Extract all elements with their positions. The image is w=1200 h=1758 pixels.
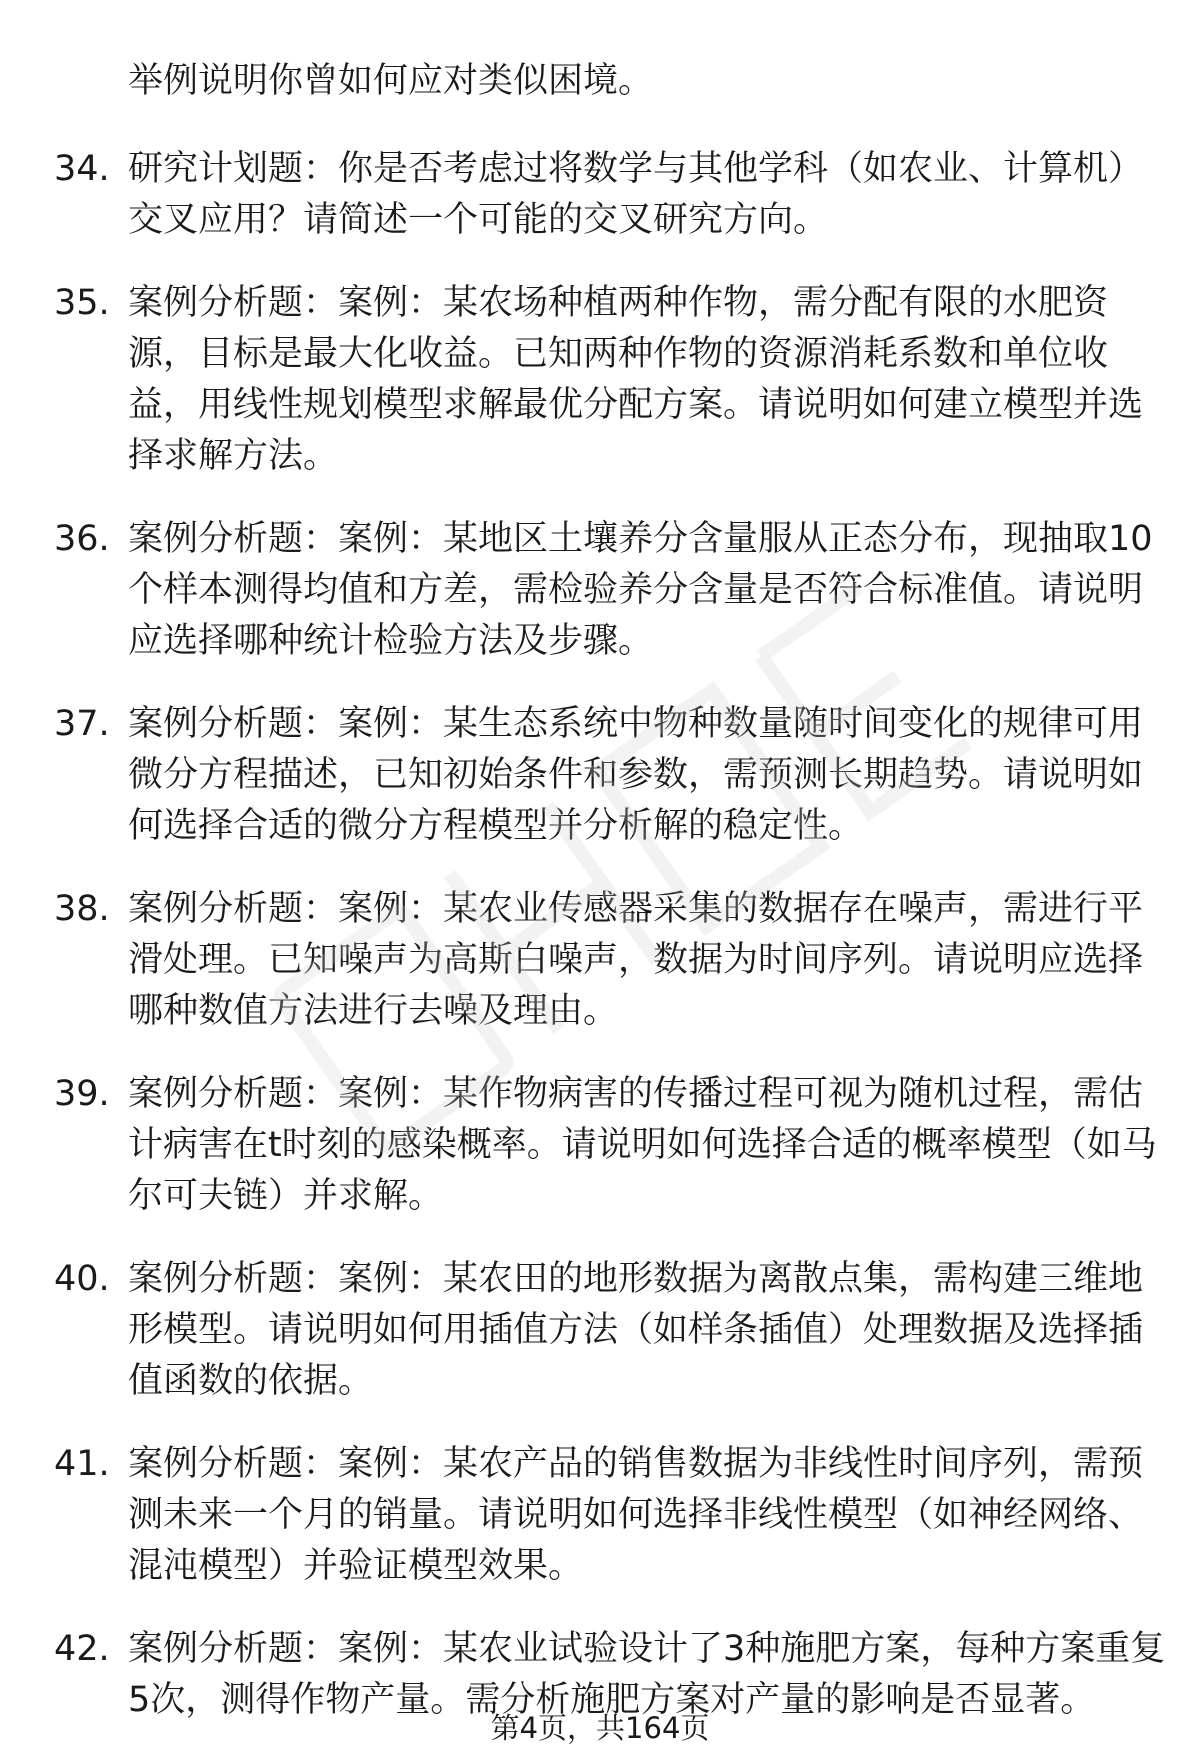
question-text: 案例分析题：案例：某农业传感器采集的数据存在噪声，需进行平滑处理。已知噪声为高斯白噪声，数据为时间序列。请说明应选择哪种数值方法进行去噪及理由。 (128, 889, 1144, 1031)
question-list (0, 144, 1200, 1758)
question-item (0, 144, 1168, 246)
question-text: 案例分析题：案例：某农田的地形数据为离散点集，需构建三维地形模型。请说明如何用插值方法（如样条插值）处理数据及选择插值函数的依据。 (128, 1259, 1144, 1401)
question-text: 案例分析题：案例：某地区土壤养分含量服从正态分布，现抽取10个样本测得均值和方差，需检验养分含量是否符合标准值。请说明应选择哪种统计检验方法及步骤。 (128, 519, 1153, 661)
question-number: 36. (54, 519, 110, 559)
question-text: 案例分析题：案例：某作物病害的传播过程可视为随机过程，需估计病害在t时刻的感染概率。请说明如何选择合适的概率模型（如马尔可夫链）并求解。 (128, 1074, 1157, 1216)
question-item (0, 1254, 1168, 1407)
question-item (0, 1069, 1168, 1222)
question-number: 41. (54, 1444, 110, 1484)
continuation-text: 举例说明你曾如何应对类似困境。 (128, 61, 654, 101)
question-text: 案例分析题：案例：某农业试验设计了3种施肥方案，每种方案重复5次，测得作物产量。需分析施肥方案对产量的影响是否显著。 (128, 1629, 1166, 1720)
question-item (0, 514, 1168, 667)
question-item (0, 884, 1168, 1037)
question-number: 40. (54, 1259, 110, 1299)
question-text: 研究计划题：你是否考虑过将数学与其他学科（如农业、计算机）交叉应用？请简述一个可能的交叉研究方向。 (128, 149, 1144, 240)
question-number: 37. (54, 704, 110, 744)
question-number: 42. (54, 1629, 110, 1669)
question-text: 案例分析题：案例：某农产品的销售数据为非线性时间序列，需预测未来一个月的销量。请说明如何选择非线性模型（如神经网络、混沌模型）并验证模型效果。 (128, 1444, 1144, 1586)
question-text: 案例分析题：案例：某生态系统中物种数量随时间变化的规律可用微分方程描述，已知初始条件和参数，需预测长期趋势。请说明如何选择合适的微分方程模型并分析解的稳定性。 (128, 704, 1144, 846)
question-number: 39. (54, 1074, 110, 1114)
question-number: 38. (54, 889, 110, 929)
question-item (0, 1439, 1168, 1592)
question-item (0, 278, 1168, 482)
page-footer: 第4页，共164页 (490, 1711, 710, 1745)
question-number: 35. (54, 283, 110, 323)
question-number: 34. (54, 149, 110, 189)
question-item (0, 699, 1168, 852)
question-text: 案例分析题：案例：某农场种植两种作物，需分配有限的水肥资源，目标是最大化收益。已知两种作物的资源消耗系数和单位收益，用线性规划模型求解最优分配方案。请说明如何建立模型并选择求解方法。 (128, 283, 1144, 476)
